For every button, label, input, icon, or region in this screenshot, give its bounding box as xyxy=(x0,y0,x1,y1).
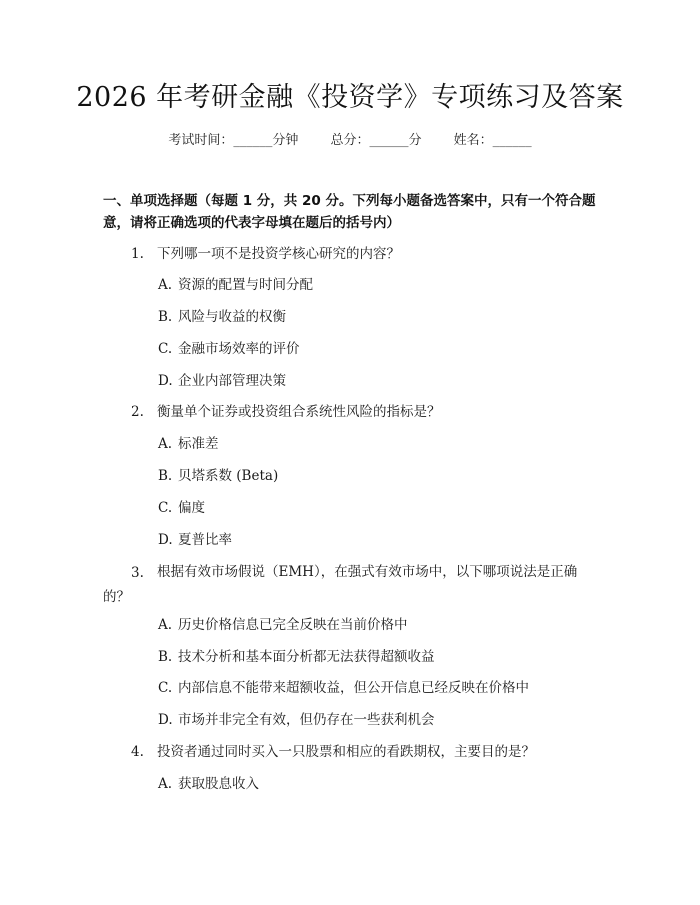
option-text: 风险与收益的权衡 xyxy=(178,309,286,325)
option-b xyxy=(158,306,286,328)
option-letter: B. xyxy=(158,649,173,665)
option-text: 资源的配置与时间分配 xyxy=(178,277,313,293)
option-letter: C. xyxy=(158,341,173,357)
option-letter: D. xyxy=(158,373,173,389)
option-a xyxy=(158,433,219,455)
option-letter: A. xyxy=(158,277,173,293)
option-letter: B. xyxy=(158,309,173,325)
option-letter: B. xyxy=(158,468,173,484)
question-number: 1. xyxy=(131,246,144,262)
option-a xyxy=(158,614,408,636)
exam-meta xyxy=(0,131,700,151)
question-text: 衡量单个证券或投资组合系统性风险的指标是？ xyxy=(157,404,441,420)
question-number: 2. xyxy=(131,404,144,420)
section-heading: 一、单项选择题（每题 1 分，共 20 分。下列每小题备选答案中，只有一个符合题意，请将正确选项的代表字母填在题后的括号内） xyxy=(103,193,596,231)
option-text: 偏度 xyxy=(178,500,205,516)
question-text: 投资者通过同时买入一只股票和相应的看跌期权，主要目的是？ xyxy=(157,744,535,760)
option-c xyxy=(158,497,205,519)
option-text: 金融市场效率的评价 xyxy=(178,341,300,357)
option-d xyxy=(158,709,435,731)
option-b xyxy=(158,465,278,487)
option-d xyxy=(158,370,286,392)
question-number: 4. xyxy=(131,744,144,760)
question-text: 下列哪一项不是投资学核心研究的内容？ xyxy=(157,246,400,262)
exam-time-field: 考试时间：______分钟 xyxy=(168,133,299,148)
option-letter: A. xyxy=(158,617,173,633)
question-text: 根据有效市场假说（EMH），在强式有效市场中，以下哪项说法是正确的？ xyxy=(103,564,578,605)
option-text: 技术分析和基本面分析都无法获得超额收益 xyxy=(178,649,435,665)
option-letter: D. xyxy=(158,712,173,728)
option-text: 夏普比率 xyxy=(178,532,232,548)
option-a xyxy=(158,274,313,296)
student-name-field: 姓名：______ xyxy=(453,133,532,148)
option-a xyxy=(158,773,259,795)
option-b xyxy=(158,646,435,668)
total-score-field: 总分：______分 xyxy=(330,133,422,148)
question-number: 3. xyxy=(131,565,144,581)
option-letter: C. xyxy=(158,680,173,696)
option-text: 获取股息收入 xyxy=(178,776,259,792)
option-text: 市场并非完全有效，但仍存在一些获利机会 xyxy=(178,712,435,728)
option-text: 内部信息不能带来超额收益，但公开信息已经反映在价格中 xyxy=(178,680,529,696)
option-c xyxy=(158,677,529,699)
option-text: 贝塔系数 (Beta) xyxy=(178,468,279,484)
option-letter: A. xyxy=(158,436,173,452)
option-letter: A. xyxy=(158,776,173,792)
option-text: 企业内部管理决策 xyxy=(178,373,286,389)
option-text: 历史价格信息已完全反映在当前价格中 xyxy=(178,617,408,633)
option-d xyxy=(158,529,232,551)
option-c xyxy=(158,338,300,360)
option-text: 标准差 xyxy=(178,436,219,452)
option-letter: C. xyxy=(158,500,173,516)
option-letter: D. xyxy=(158,532,173,548)
page-title: 2026 年考研金融《投资学》专项练习及答案 xyxy=(76,82,624,113)
